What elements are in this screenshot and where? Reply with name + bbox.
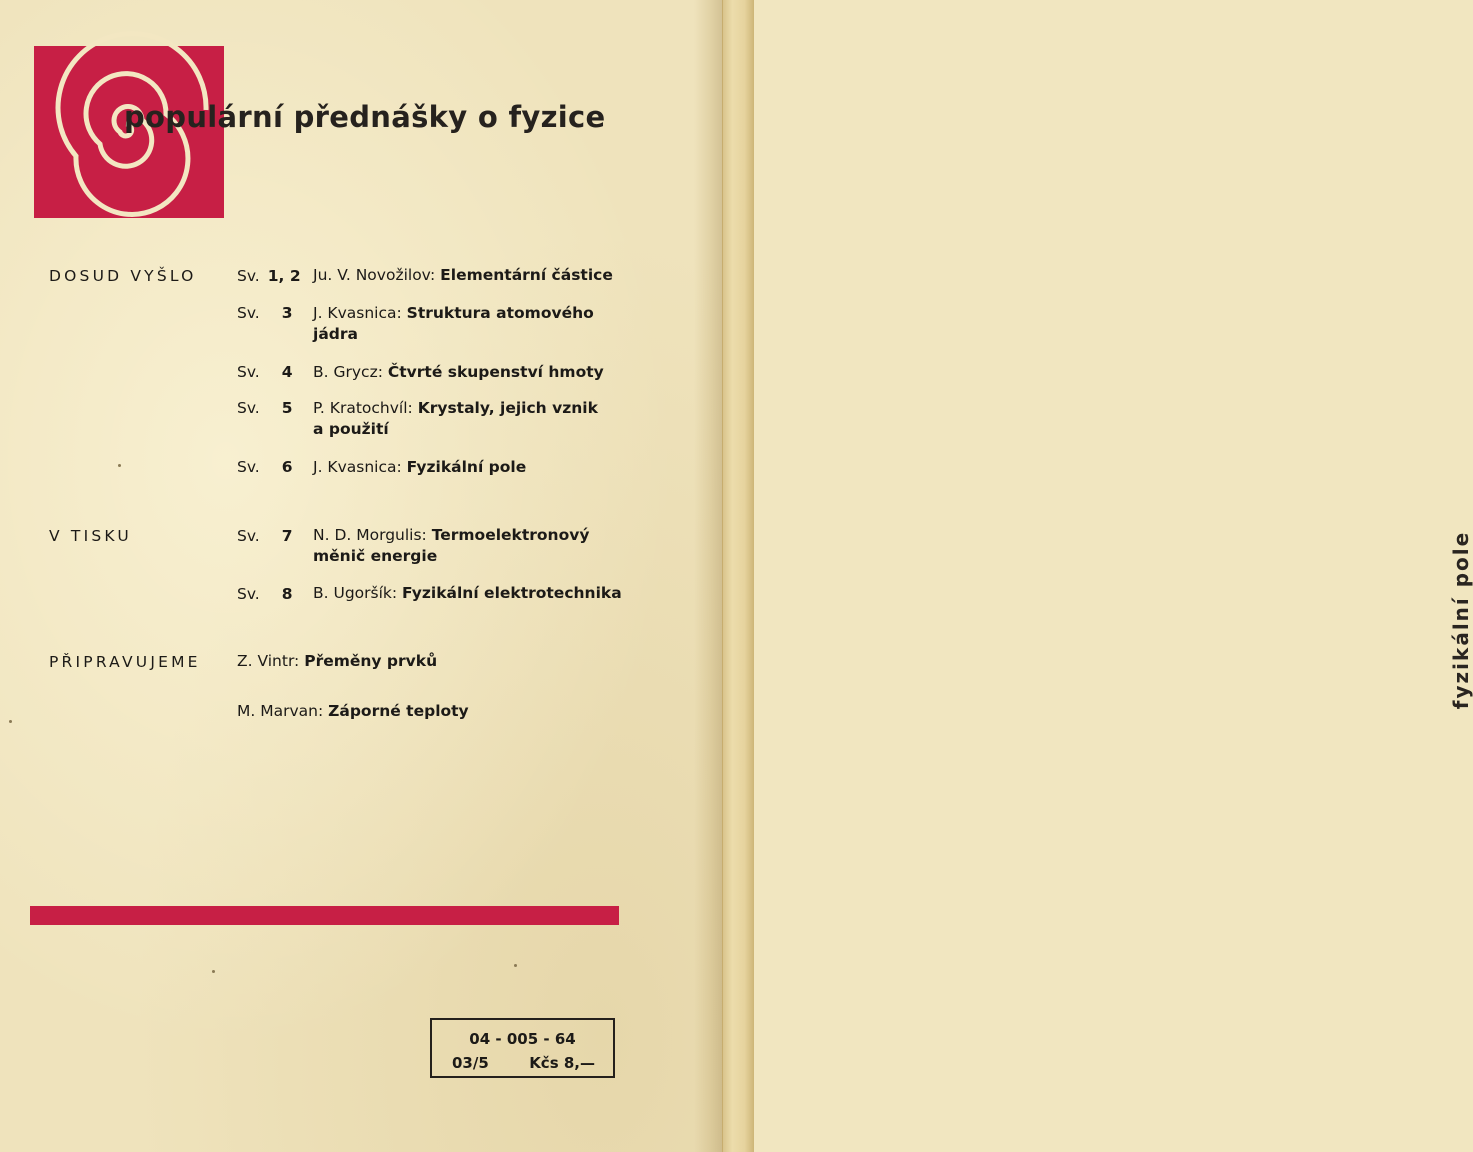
list-item: J. Kvasnica: Struktura atomového jádra <box>313 304 594 343</box>
price-value: Kčs 8,— <box>529 1054 595 1072</box>
volume-number: Sv. 5 <box>237 399 293 417</box>
volume-number: Sv. 1, 2 <box>237 267 301 285</box>
list-item: P. Kratochvíl: Krystaly, jejich vznik a použití <box>313 399 598 438</box>
volume-number: Sv. 4 <box>237 363 293 381</box>
list-item: M. Marvan: Záporné teploty <box>237 702 469 720</box>
series-title: populární přednášky o fyzice <box>124 100 606 134</box>
list-item: B. Grycz: Čtvrté skupenství hmoty <box>313 363 604 381</box>
list-item: Z. Vintr: Přeměny prvků <box>237 652 438 670</box>
list-item: B. Ugoršík: Fyzikální elektrotechnika <box>313 584 622 602</box>
catalog-ref: 03/5 <box>452 1054 489 1072</box>
price-box <box>430 1018 615 1078</box>
paper-speck <box>9 720 12 723</box>
volume-number: Sv. 7 <box>237 527 293 545</box>
section-label-in-print: V TISKU <box>49 527 132 545</box>
paper-speck <box>514 964 517 967</box>
red-divider-bar <box>30 906 619 925</box>
spine-title: fyzikální pole <box>1449 530 1473 710</box>
catalog-code: 04 - 005 - 64 <box>469 1030 576 1048</box>
paper-speck <box>118 464 121 467</box>
list-item: Ju. V. Novožilov: Elementární částice <box>313 266 613 284</box>
list-item: N. D. Morgulis: Termoelektronový měnič energie <box>313 526 590 565</box>
paper-speck <box>212 970 215 973</box>
section-label-upcoming: PŘIPRAVUJEME <box>49 653 201 671</box>
volume-number: Sv. 6 <box>237 458 293 476</box>
list-item: J. Kvasnica: Fyzikální pole <box>313 458 527 476</box>
volume-number: Sv. 8 <box>237 585 293 603</box>
book-spine <box>722 0 1473 1152</box>
cover-fold-shadow <box>694 0 722 1152</box>
volume-number: Sv. 3 <box>237 304 293 322</box>
section-label-published: DOSUD VYŠLO <box>49 267 197 285</box>
